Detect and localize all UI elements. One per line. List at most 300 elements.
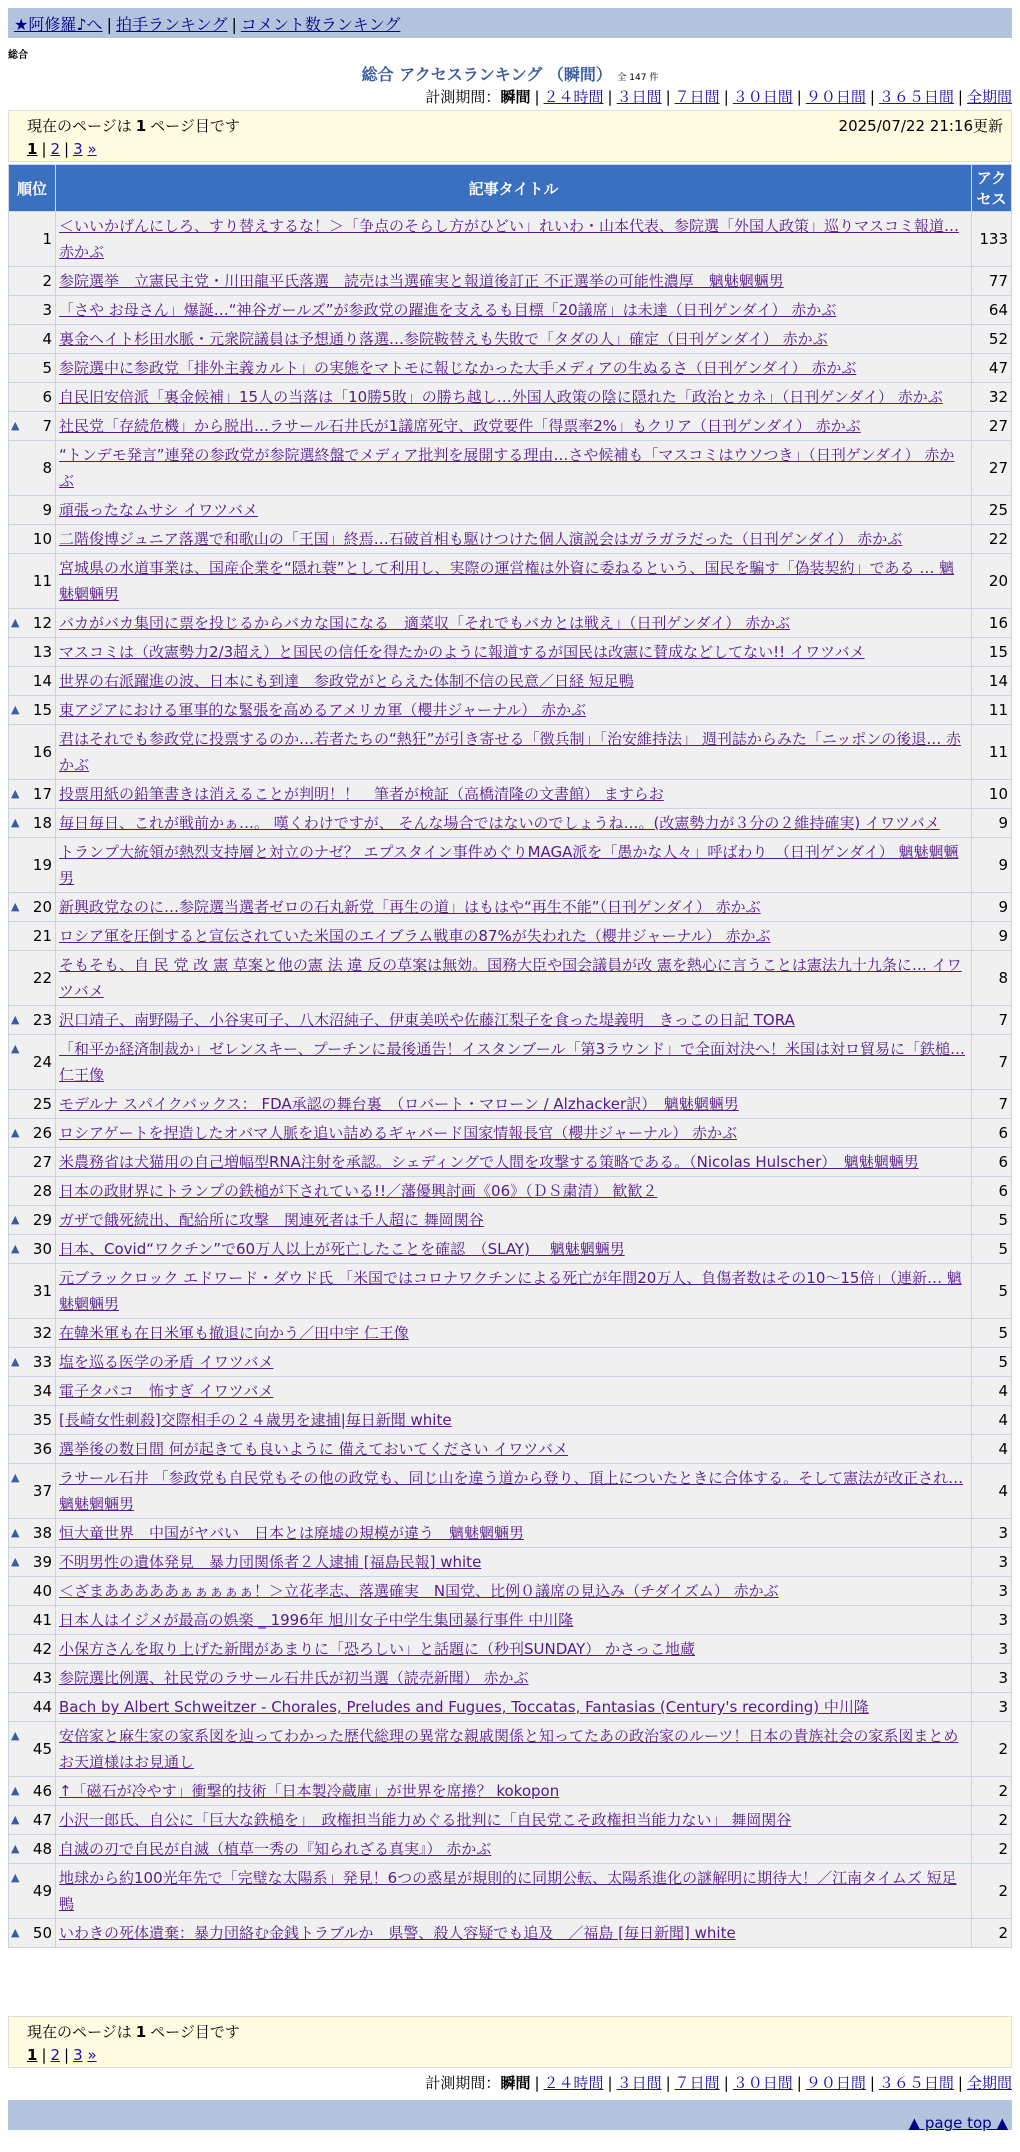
rank-number: 23 xyxy=(32,1011,52,1029)
title-cell xyxy=(56,1035,972,1090)
table-row xyxy=(9,1435,1012,1464)
access-count: 27 xyxy=(972,412,1012,441)
rank-cell xyxy=(9,1406,56,1435)
title-cell xyxy=(56,1548,972,1577)
rank-cell xyxy=(9,1006,56,1035)
access-count: 20 xyxy=(972,554,1012,609)
table-row xyxy=(9,1206,1012,1235)
access-count: 9 xyxy=(972,809,1012,838)
table-row xyxy=(9,383,1012,412)
table-row xyxy=(9,696,1012,725)
col-title: 記事タイトル xyxy=(56,165,972,212)
rank-up-arrow-icon: ▲ xyxy=(11,616,20,629)
rank-up-arrow-icon: ▲ xyxy=(11,1242,20,1255)
title-cell xyxy=(56,1119,972,1148)
title-cell xyxy=(56,1177,972,1206)
table-row xyxy=(9,1348,1012,1377)
period-option[interactable]: ３日間 xyxy=(616,88,662,106)
pagination: 1 | 2 | 3 » xyxy=(27,2046,97,2064)
rank-cell xyxy=(9,1119,56,1148)
title-cell xyxy=(56,1919,972,1948)
title-cell xyxy=(56,1206,972,1235)
table-row xyxy=(9,441,1012,496)
rank-number: 15 xyxy=(32,701,52,719)
article-link[interactable]: ラサール石井 「参政党も自民党もその他の政党も、同じ山を違う道から登り、頂上についたときに合体する。そして憲法が改正され… 魑魅魍魎男 xyxy=(59,1469,964,1513)
rank-cell xyxy=(9,1548,56,1577)
rank-cell xyxy=(9,780,56,809)
rank-cell xyxy=(9,893,56,922)
article-link[interactable]: 君はそれでも参政党に投票するのか…若者たちの“熱狂”が引き寄せる「徴兵制」「治安維持法」 週刊誌からみた「ニッポンの後退… 赤かぶ xyxy=(59,730,961,774)
table-row xyxy=(9,1635,1012,1664)
period-option[interactable]: ７日間 xyxy=(674,2074,720,2092)
period-option[interactable]: ２４時間 xyxy=(543,2074,604,2092)
current-page-text: 現在のページは 1 ページ目です xyxy=(27,117,240,135)
title-cell xyxy=(56,1264,972,1319)
access-count: 2 xyxy=(972,1722,1012,1777)
rank-cell xyxy=(9,922,56,951)
access-count: 11 xyxy=(972,725,1012,780)
rank-number: 36 xyxy=(32,1440,52,1458)
access-count: 4 xyxy=(972,1406,1012,1435)
updated-time: 2025/07/22 21:16更新 xyxy=(838,117,1003,135)
page-info-top xyxy=(8,110,1012,162)
rank-number: 32 xyxy=(32,1324,52,1342)
period-option[interactable]: ９０日間 xyxy=(805,2074,866,2092)
rank-cell xyxy=(9,638,56,667)
article-link[interactable]: 選挙後の数日間 何が起きても良いように 備えておいてください イワツバメ xyxy=(59,1440,569,1458)
rank-number: 42 xyxy=(32,1640,52,1658)
page-link[interactable]: 3 xyxy=(73,2046,83,2064)
rank-cell xyxy=(9,412,56,441)
access-count: 7 xyxy=(972,1090,1012,1119)
article-link[interactable]: 日本、Covid“ワクチン”で60万人以上が死亡したことを確認 （SLAY) 魑魅魍魎男 xyxy=(59,1240,625,1258)
rank-cell xyxy=(9,296,56,325)
title-cell xyxy=(56,325,972,354)
title-cell xyxy=(56,1464,972,1519)
rank-number: 46 xyxy=(32,1782,52,1800)
rank-cell xyxy=(9,1806,56,1835)
rank-cell xyxy=(9,1464,56,1519)
rank-number: 10 xyxy=(32,530,52,548)
access-count: 9 xyxy=(972,838,1012,893)
article-link[interactable]: 地球から約100光年先で「完璧な太陽系」発見！6つの惑星が規則的に同期公転、太陽系進化の謎解明に期待大！／江南タイムズ 短足鴨 xyxy=(59,1869,957,1913)
rank-number: 24 xyxy=(32,1053,52,1071)
title-cell xyxy=(56,1519,972,1548)
rank-number: 12 xyxy=(32,614,52,632)
article-link[interactable]: 小保方さんを取り上げた新聞があまりに「恐ろしい」と話題に（秒刊SUNDAY） かさっこ地蔵 xyxy=(59,1640,696,1658)
access-count: 47 xyxy=(972,354,1012,383)
period-option[interactable]: ２４時間 xyxy=(543,88,604,106)
ranking-table xyxy=(8,164,1012,1948)
rank-number: 6 xyxy=(42,388,52,406)
access-count: 5 xyxy=(972,1235,1012,1264)
period-option[interactable]: ９０日間 xyxy=(805,88,866,106)
next-page-link[interactable]: » xyxy=(87,140,97,158)
table-row xyxy=(9,667,1012,696)
article-link[interactable]: マスコミは（改憲勢力2/3超え）と国民の信任を得たかのように報道するが国民は改憲に賛成などしてない!! イワツバメ xyxy=(59,643,865,661)
access-count: 10 xyxy=(972,780,1012,809)
rank-number: 34 xyxy=(32,1382,52,1400)
title-cell xyxy=(56,893,972,922)
rank-up-arrow-icon: ▲ xyxy=(11,1526,20,1539)
access-count: 22 xyxy=(972,525,1012,554)
article-link[interactable]: ＜ざまあああああぁぁぁぁぁ！＞立花孝志、落選確実 N国党、比例０議席の見込み（チダイズム） 赤かぶ xyxy=(59,1582,779,1600)
rank-number: 25 xyxy=(32,1095,52,1113)
period-option[interactable]: 全期間 xyxy=(966,88,1012,106)
rank-cell xyxy=(9,696,56,725)
table-row xyxy=(9,1464,1012,1519)
article-link[interactable]: 「さや お母さん」爆誕…“神谷ガールズ”が参政党の躍進を支えるも目標「20議席」は未達（日刊ゲンダイ） 赤かぶ xyxy=(59,301,837,319)
rank-up-arrow-icon: ▲ xyxy=(11,816,20,829)
title-cell xyxy=(56,496,972,525)
article-link[interactable]: 投票用紙の鉛筆書きは消えることが判明！！ 筆者が検証（高橋清隆の文書館） ますらお xyxy=(59,785,664,803)
access-count: 5 xyxy=(972,1348,1012,1377)
article-link[interactable]: ガザで餓死続出、配給所に攻撃 関連死者は千人超に 舞岡関谷 xyxy=(59,1211,484,1229)
rank-number: 20 xyxy=(32,898,52,916)
rank-cell xyxy=(9,525,56,554)
access-count: 2 xyxy=(972,1864,1012,1919)
title-cell xyxy=(56,525,972,554)
rank-cell xyxy=(9,1606,56,1635)
table-row xyxy=(9,1606,1012,1635)
table-row xyxy=(9,809,1012,838)
page-link[interactable]: 3 xyxy=(73,140,83,158)
rank-up-arrow-icon: ▲ xyxy=(11,1013,20,1026)
rank-cell xyxy=(9,554,56,609)
comment-ranking-link[interactable]: コメント数ランキング xyxy=(240,15,401,34)
title-cell xyxy=(56,1635,972,1664)
access-count: 3 xyxy=(972,1577,1012,1606)
period-option[interactable]: ３０日間 xyxy=(732,2074,793,2092)
rank-up-arrow-icon: ▲ xyxy=(11,787,20,800)
access-count: 4 xyxy=(972,1435,1012,1464)
table-row xyxy=(9,325,1012,354)
article-link[interactable]: 小沢一郎氏、自公に「巨大な鉄槌を」 政権担当能力めぐる批判に「自民党こそ政権担当能力ない」 舞岡関谷 xyxy=(59,1811,792,1829)
article-link[interactable]: 頑張ったなムサシ イワツバメ xyxy=(59,501,258,519)
col-access: アクセス xyxy=(972,165,1012,212)
table-row xyxy=(9,1090,1012,1119)
title-cell xyxy=(56,1835,972,1864)
rank-number: 22 xyxy=(32,969,52,987)
access-count: 77 xyxy=(972,267,1012,296)
access-count: 133 xyxy=(972,212,1012,267)
col-rank: 順位 xyxy=(9,165,56,212)
article-link[interactable]: 米農務省は犬猫用の自己増幅型RNA注射を承認。シェディングで人間を攻撃する策略である。（Nicolas Hulscher） 魑魅魍魎男 xyxy=(59,1153,919,1171)
article-link[interactable]: 社民党「存続危機」から脱出…ラサール石井氏が1議席死守、政党要件「得票率2%」もクリア（日刊ゲンダイ） 赤かぶ xyxy=(59,417,861,435)
article-link[interactable]: モデルナ スパイクバックス： FDA承認の舞台裏 （ロバート・マローン / Alzhacker訳） 魑魅魍魎男 xyxy=(59,1095,739,1113)
article-link[interactable]: トランプ大統領が熱烈支持層と対立のナゼ？ エプスタイン事件めぐりMAGA派を「愚かな人々」呼ばわり （日刊ゲンダイ） 魑魅魍魎男 xyxy=(59,843,959,887)
period-selector-top: 計測期間：瞬間 | ２４時間 | ３日間 | ７日間 | ３０日間 | ９０日間 | ３６５日間 | 全期間 xyxy=(425,88,1012,106)
rank-cell xyxy=(9,1519,56,1548)
title-cell xyxy=(56,1577,972,1606)
table-row xyxy=(9,412,1012,441)
period-option[interactable]: 全期間 xyxy=(966,2074,1012,2092)
rank-cell xyxy=(9,609,56,638)
article-link[interactable]: Bach by Albert Schweitzer - Chorales, Preludes and Fugues, Toccatas, Fantasias (Century's recording) 中川隆 xyxy=(59,1698,869,1716)
page-title xyxy=(0,62,1020,85)
article-link[interactable]: 恒大童世界 中国がヤバい 日本とは廃墟の規模が違う 魑魅魍魎男 xyxy=(59,1524,525,1542)
article-link[interactable]: “トンデモ発言”連発の参政党が参院選終盤でメディア批判を展開する理由…さや候補も「マスコミはウソつき」（日刊ゲンダイ） 赤かぶ xyxy=(59,446,955,490)
rank-number: 47 xyxy=(32,1811,52,1829)
period-selector-bottom: 計測期間：瞬間 | ２４時間 | ３日間 | ７日間 | ３０日間 | ９０日間 | ３６５日間 | 全期間 xyxy=(425,2074,1012,2092)
article-link[interactable]: 沢口靖子、南野陽子、小谷実可子、八木沼純子、伊東美咲や佐藤江梨子を食った堤義明 きっこの日記 TORA xyxy=(59,1011,795,1029)
article-link[interactable]: 世界の右派躍進の波、日本にも到達 参政党がとらえた体制不信の民意／日経 短足鴨 xyxy=(59,672,634,690)
period-option[interactable]: ３日間 xyxy=(616,2074,662,2092)
article-link[interactable]: [長崎女性刺殺]交際相手の２４歳男を逮捕|毎日新聞 white xyxy=(59,1411,452,1429)
article-link[interactable]: 塩を巡る医学の矛盾 イワツバメ xyxy=(59,1353,274,1371)
rank-cell xyxy=(9,496,56,525)
clap-ranking-link[interactable]: 拍手ランキング xyxy=(115,15,228,34)
access-count: 2 xyxy=(972,1919,1012,1948)
article-link[interactable]: 自民旧安倍派「裏金候補」15人の当落は「10勝5敗」の勝ち越し…外国人政策の陰に隠れた「政治とカネ」（日刊ゲンダイ） 赤かぶ xyxy=(59,388,943,406)
rank-number: 44 xyxy=(32,1698,52,1716)
period-option[interactable]: ７日間 xyxy=(674,88,720,106)
access-count: 32 xyxy=(972,383,1012,412)
page-link[interactable]: 2 xyxy=(50,2046,61,2064)
title-cell xyxy=(56,354,972,383)
rank-number: 4 xyxy=(42,330,52,348)
rank-cell xyxy=(9,838,56,893)
article-link[interactable]: ロシア軍を圧倒すると宣伝されていた米国のエイブラム戦車の87%が失われた（櫻井ジャーナル） 赤かぶ xyxy=(59,927,771,945)
rank-cell xyxy=(9,325,56,354)
home-link[interactable]: ★阿修羅♪へ xyxy=(14,15,103,34)
rank-up-arrow-icon: ▲ xyxy=(11,1813,20,1826)
rank-number: 29 xyxy=(32,1211,52,1229)
rank-number: 1 xyxy=(42,230,52,248)
rank-number: 35 xyxy=(32,1411,52,1429)
access-count: 8 xyxy=(972,951,1012,1006)
access-count: 2 xyxy=(972,1806,1012,1835)
title-cell xyxy=(56,1693,972,1722)
table-row xyxy=(9,354,1012,383)
title-cell xyxy=(56,441,972,496)
rank-cell xyxy=(9,267,56,296)
page-link: 1 xyxy=(27,2046,38,2064)
rank-number: 5 xyxy=(42,359,52,377)
rank-number: 28 xyxy=(32,1182,52,1200)
article-link[interactable]: 電子タバコ 怖すぎ イワツバメ xyxy=(59,1382,274,1400)
article-link[interactable]: 参院選挙 立憲民主党・川田龍平氏落選 読売は当選確実と報道後訂正 不正選挙の可能性濃厚 魑魅魍魎男 xyxy=(59,272,784,290)
period-option: 瞬間 xyxy=(500,2074,531,2092)
rank-number: 19 xyxy=(32,856,52,874)
access-count: 15 xyxy=(972,638,1012,667)
rank-cell xyxy=(9,1377,56,1406)
table-row xyxy=(9,1864,1012,1919)
title-cell xyxy=(56,1319,972,1348)
period-option[interactable]: ３６５日間 xyxy=(878,88,954,106)
rank-up-arrow-icon: ▲ xyxy=(11,1871,20,1884)
title-cell xyxy=(56,780,972,809)
rank-number: 11 xyxy=(32,572,52,590)
article-link[interactable]: 宮城県の水道事業は、国産企業を“隠れ蓑”として利用し、実際の運営権は外資に委ねるという、国民を騙す「偽装契約」である … 魑魅魍魎男 xyxy=(59,559,955,603)
table-row xyxy=(9,951,1012,1006)
table-row xyxy=(9,554,1012,609)
rank-up-arrow-icon: ▲ xyxy=(11,1729,20,1742)
title-cell xyxy=(56,1377,972,1406)
table-row xyxy=(9,1693,1012,1722)
rank-number: 16 xyxy=(32,743,52,761)
rank-number: 31 xyxy=(32,1282,52,1300)
table-row xyxy=(9,1919,1012,1948)
rank-cell xyxy=(9,1348,56,1377)
access-count: 6 xyxy=(972,1119,1012,1148)
rank-cell xyxy=(9,1919,56,1948)
table-row xyxy=(9,893,1012,922)
rank-up-arrow-icon: ▲ xyxy=(11,1213,20,1226)
rank-number: 27 xyxy=(32,1153,52,1171)
rank-cell xyxy=(9,725,56,780)
title-cell xyxy=(56,383,972,412)
rank-number: 14 xyxy=(32,672,52,690)
access-count: 14 xyxy=(972,667,1012,696)
article-link[interactable]: 日本人はイジメが最高の娯楽 _ 1996年 旭川女子中学生集団暴行事件 中川隆 xyxy=(59,1611,574,1629)
rank-cell xyxy=(9,354,56,383)
article-link[interactable]: そもそも、自 民 党 改 憲 草案と他の憲 法 違 反の草案は無効。国務大臣や国会議員が改 憲を熱心に言うことは憲法九十九条に… イワツバメ xyxy=(59,956,962,1000)
rank-cell xyxy=(9,1206,56,1235)
table-row xyxy=(9,638,1012,667)
rank-cell xyxy=(9,1319,56,1348)
article-link[interactable]: 参院選比例選、社民党のラサール石井氏が初当選（読売新聞） 赤かぶ xyxy=(59,1669,529,1687)
article-link[interactable]: ＜いいかげんにしろ、すり替えするな！＞「争点のそらし方がひどい」れいわ・山本代表、参院選「外国人政策」巡りマスコミ報道… 赤かぶ xyxy=(59,217,960,261)
rank-up-arrow-icon: ▲ xyxy=(11,1842,20,1855)
rank-cell xyxy=(9,951,56,1006)
table-row xyxy=(9,1235,1012,1264)
article-link[interactable]: 自滅の刃で自民が自滅（植草一秀の『知られざる真実』） 赤かぶ xyxy=(59,1840,492,1858)
period-label: 計測期間： xyxy=(425,2074,501,2092)
access-count: 3 xyxy=(972,1548,1012,1577)
article-link[interactable]: ロシアゲートを捏造したオバマ人脈を追い詰めるギャバード国家情報長官（櫻井ジャーナル） 赤かぶ xyxy=(59,1124,737,1142)
access-count: 16 xyxy=(972,609,1012,638)
rank-number: 48 xyxy=(32,1840,52,1858)
page-top-link[interactable]: ▲ page top ▲ xyxy=(908,2114,1008,2132)
pagination: 1 | 2 | 3 » xyxy=(27,140,97,158)
table-row xyxy=(9,212,1012,267)
article-link[interactable]: 裏金ヘイト杉田水脈・元衆院議員は予想通り落選…参院鞍替えも失敗で「タダの人」確定（日刊ゲンダイ） 赤かぶ xyxy=(59,330,828,348)
rank-cell xyxy=(9,383,56,412)
page-link[interactable]: 2 xyxy=(50,140,61,158)
table-row xyxy=(9,1835,1012,1864)
title-cell xyxy=(56,1435,972,1464)
article-link[interactable]: ↑「磁石が冷やす」衝撃的技術「日本製冷蔵庫」が世界を席捲？ kokopon xyxy=(59,1782,560,1800)
period-option[interactable]: ３０日間 xyxy=(732,88,793,106)
title-cell xyxy=(56,951,972,1006)
rank-cell xyxy=(9,1177,56,1206)
period-label: 計測期間： xyxy=(425,88,501,106)
table-row xyxy=(9,922,1012,951)
table-row xyxy=(9,1035,1012,1090)
article-link[interactable]: 在韓米軍も在日米軍も撤退に向かう／田中宇 仁王像 xyxy=(59,1324,409,1342)
table-row xyxy=(9,1577,1012,1606)
rank-up-arrow-icon: ▲ xyxy=(11,1042,20,1055)
access-count: 52 xyxy=(972,325,1012,354)
title-cell xyxy=(56,1806,972,1835)
table-row xyxy=(9,1722,1012,1777)
rank-cell xyxy=(9,1693,56,1722)
rank-up-arrow-icon: ▲ xyxy=(11,1355,20,1368)
page-link: 1 xyxy=(27,140,38,158)
access-count: 2 xyxy=(972,1835,1012,1864)
access-count: 5 xyxy=(972,1264,1012,1319)
title-cell xyxy=(56,554,972,609)
access-count: 6 xyxy=(972,1148,1012,1177)
table-row xyxy=(9,525,1012,554)
article-link[interactable]: 東アジアにおける軍事的な緊張を高めるアメリカ軍（櫻井ジャーナル） 赤かぶ xyxy=(59,701,587,719)
rank-cell xyxy=(9,1577,56,1606)
access-count: 9 xyxy=(972,922,1012,951)
title-cell xyxy=(56,1864,972,1919)
access-count: 9 xyxy=(972,893,1012,922)
table-row xyxy=(9,1664,1012,1693)
rank-number: 38 xyxy=(32,1524,52,1542)
access-count: 5 xyxy=(972,1319,1012,1348)
table-row xyxy=(9,1806,1012,1835)
access-count: 64 xyxy=(972,296,1012,325)
title-cell xyxy=(56,1348,972,1377)
rank-number: 8 xyxy=(42,459,52,477)
title-cell xyxy=(56,412,972,441)
rank-number: 45 xyxy=(32,1740,52,1758)
page-title-text: 総合 アクセスランキング （瞬間） xyxy=(361,65,612,84)
table-row xyxy=(9,838,1012,893)
table-row xyxy=(9,780,1012,809)
rank-number: 17 xyxy=(32,785,52,803)
title-cell xyxy=(56,725,972,780)
table-row xyxy=(9,1148,1012,1177)
table-row xyxy=(9,296,1012,325)
article-link[interactable]: 元ブラックロック エドワード・ダウド氏 「米国ではコロナワクチンによる死亡が年間20万人、負傷者数はその10～15倍」（連新… 魑魅魍魎男 xyxy=(59,1269,962,1313)
access-count: 27 xyxy=(972,441,1012,496)
current-page-text: 現在のページは 1 ページ目です xyxy=(27,2023,240,2041)
rank-number: 9 xyxy=(42,501,52,519)
rank-number: 30 xyxy=(32,1240,52,1258)
article-link[interactable]: 「和平か経済制裁か」ゼレンスキー、プーチンに最後通告！イスタンブール「第3ラウンド」で全面対決へ！米国は対ロ貿易に「鉄槌… 仁王像 xyxy=(59,1040,966,1084)
rank-number: 50 xyxy=(32,1924,52,1942)
top-nav-bar: ★阿修羅♪へ | 拍手ランキング | コメント数ランキング xyxy=(8,8,1012,38)
article-link[interactable]: 参院選中に参政党「排外主義カルト」の実態をマトモに報じなかった大手メディアの生ぬるさ（日刊ゲンダイ） 赤かぶ xyxy=(59,359,857,377)
rank-number: 40 xyxy=(32,1582,52,1600)
article-link[interactable]: 毎日毎日、これが戦前かぁ…。 嘆くわけですが、 そんな場合ではないのでしょうね…。(改憲勢力が３分の２維持確実) イワツバメ xyxy=(59,814,940,832)
rank-number: 26 xyxy=(32,1124,52,1142)
rank-up-arrow-icon: ▲ xyxy=(11,1555,20,1568)
rank-cell xyxy=(9,1264,56,1319)
rank-number: 21 xyxy=(32,927,52,945)
title-cell xyxy=(56,1606,972,1635)
article-link[interactable]: 二階俊博ジュニア落選で和歌山の「王国」終焉…石破首相も駆けつけた個人演説会はガラガラだった（日刊ゲンダイ） 赤かぶ xyxy=(59,530,903,548)
title-cell xyxy=(56,1664,972,1693)
rank-cell xyxy=(9,667,56,696)
next-page-link[interactable]: » xyxy=(87,2046,97,2064)
title-cell xyxy=(56,838,972,893)
article-link[interactable]: 日本の政財界にトランプの鉄槌が下されている!!／藩優興討画《06》（ＤＳ粛清） 歓歓２ xyxy=(59,1182,658,1200)
rank-up-arrow-icon: ▲ xyxy=(11,1926,20,1939)
rank-number: 41 xyxy=(32,1611,52,1629)
article-link[interactable]: バカがバカ集団に票を投じるからバカな国になる 適菜収「それでもバカとは戦え」（日刊ゲンダイ） 赤かぶ xyxy=(59,614,791,632)
table-row xyxy=(9,1319,1012,1348)
rank-number: 2 xyxy=(42,272,52,290)
article-link[interactable]: 不明男性の遺体発見 暴力団関係者２人逮捕 [福島民報] white xyxy=(59,1553,482,1571)
table-row xyxy=(9,496,1012,525)
rank-cell xyxy=(9,1777,56,1806)
article-link[interactable]: 安倍家と麻生家の家系図を辿ってわかった歴代総理の異常な親戚関係と知ってたあの政治家のルーツ！日本の貴族社会の家系図まとめ お天道様はお見通し xyxy=(59,1727,959,1771)
article-link[interactable]: 新興政党なのに…参院選当選者ゼロの石丸新党「再生の道」はもはや“再生不能”（日刊ゲンダイ） 赤かぶ xyxy=(59,898,761,916)
title-cell xyxy=(56,212,972,267)
rank-cell xyxy=(9,1435,56,1464)
table-row xyxy=(9,1406,1012,1435)
period-option[interactable]: ３６５日間 xyxy=(878,2074,954,2092)
title-cell xyxy=(56,696,972,725)
article-link[interactable]: いわきの死体遺棄：暴力団絡む金銭トラブルか 県警、殺人容疑でも追及 ／福島 [毎日新聞] white xyxy=(59,1924,736,1942)
rank-number: 18 xyxy=(32,814,52,832)
